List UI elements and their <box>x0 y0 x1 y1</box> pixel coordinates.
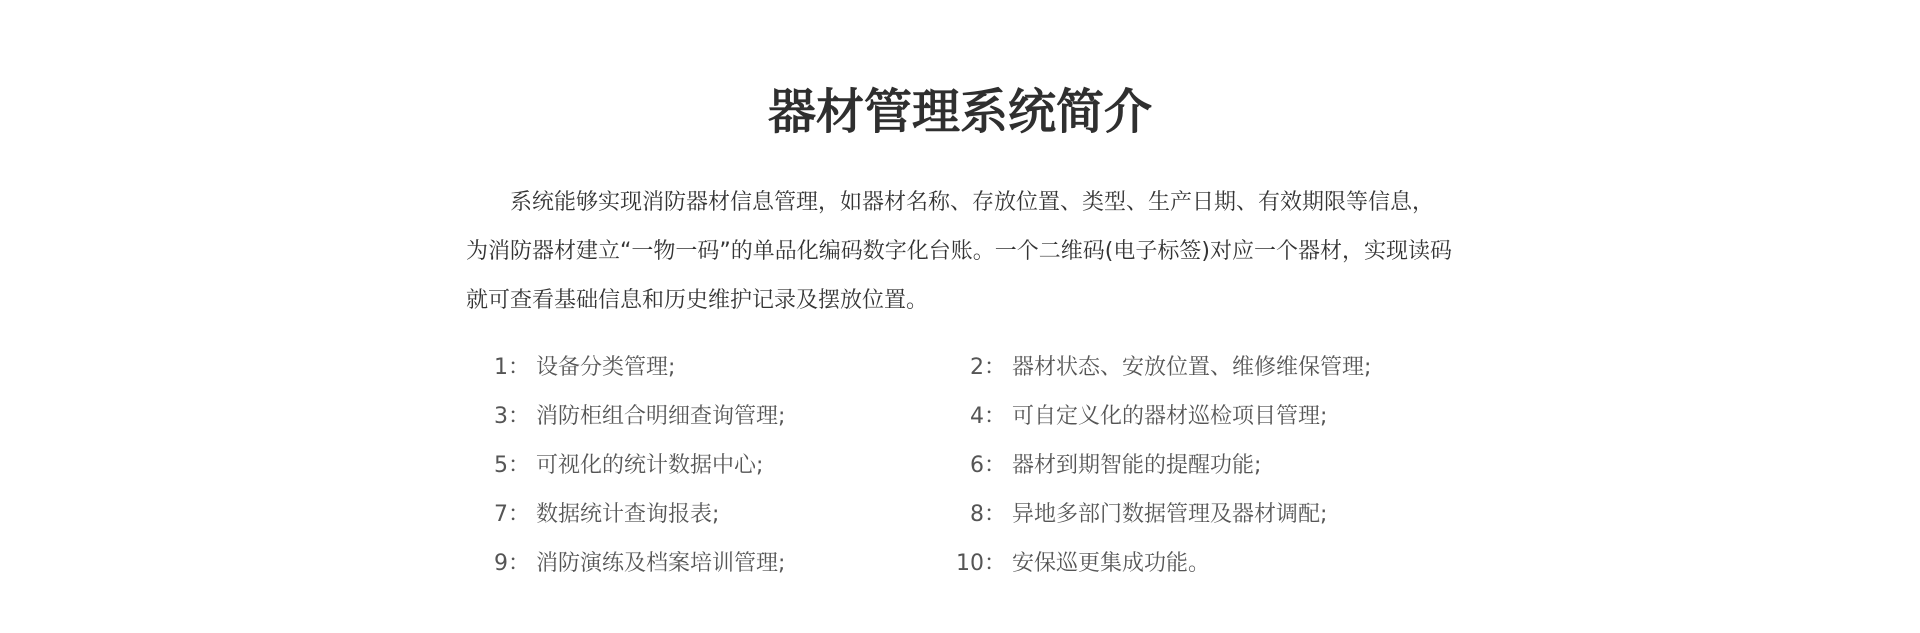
feature-number: 2： <box>970 355 1006 380</box>
feature-text: 可视化的统计数据中心; <box>536 453 764 478</box>
feature-text: 异地多部门数据管理及器材调配; <box>1012 502 1328 527</box>
feature-item-8 <box>950 490 1327 539</box>
feature-number: 3： <box>494 404 530 429</box>
feature-text: 数据统计查询报表; <box>536 502 720 527</box>
feature-item-2 <box>950 343 1371 392</box>
page-title: 器材管理系统简介 <box>767 84 1152 140</box>
feature-text: 可自定义化的器材巡检项目管理; <box>1012 404 1328 429</box>
feature-text: 设备分类管理; <box>536 355 676 380</box>
feature-number: 10： <box>956 551 1006 576</box>
feature-text: 消防柜组合明细查询管理; <box>536 404 786 429</box>
feature-number: 5： <box>494 453 530 478</box>
feature-item-6 <box>950 441 1261 490</box>
feature-item-1 <box>466 343 675 392</box>
feature-text: 安保巡更集成功能。 <box>1012 551 1211 576</box>
feature-item-4 <box>950 392 1327 441</box>
feature-text: 器材状态、安放位置、维修维保管理; <box>1012 355 1372 380</box>
intro-paragraph: 系统能够实现消防器材信息管理，如器材名称、存放位置、类型、生产日期、有效期限等信息，为消防器材建立“一物一码”的单品化编码数字化台账。一个二维码(电子标签)对应一个器材，实现读码就可查看基础信息和历史维护记录及摆放位置。 <box>466 190 1452 313</box>
feature-number: 8： <box>970 502 1006 527</box>
feature-item-3 <box>466 392 785 441</box>
feature-item-7 <box>466 490 719 539</box>
feature-number: 1： <box>494 355 530 380</box>
feature-item-9 <box>466 539 785 588</box>
feature-number: 4： <box>970 404 1006 429</box>
feature-text: 消防演练及档案培训管理; <box>536 551 786 576</box>
feature-text: 器材到期智能的提醒功能; <box>1012 453 1262 478</box>
feature-item-5 <box>466 441 763 490</box>
feature-number: 9： <box>494 551 530 576</box>
feature-number: 7： <box>494 502 530 527</box>
feature-item-10 <box>950 539 1210 588</box>
feature-number: 6： <box>970 453 1006 478</box>
